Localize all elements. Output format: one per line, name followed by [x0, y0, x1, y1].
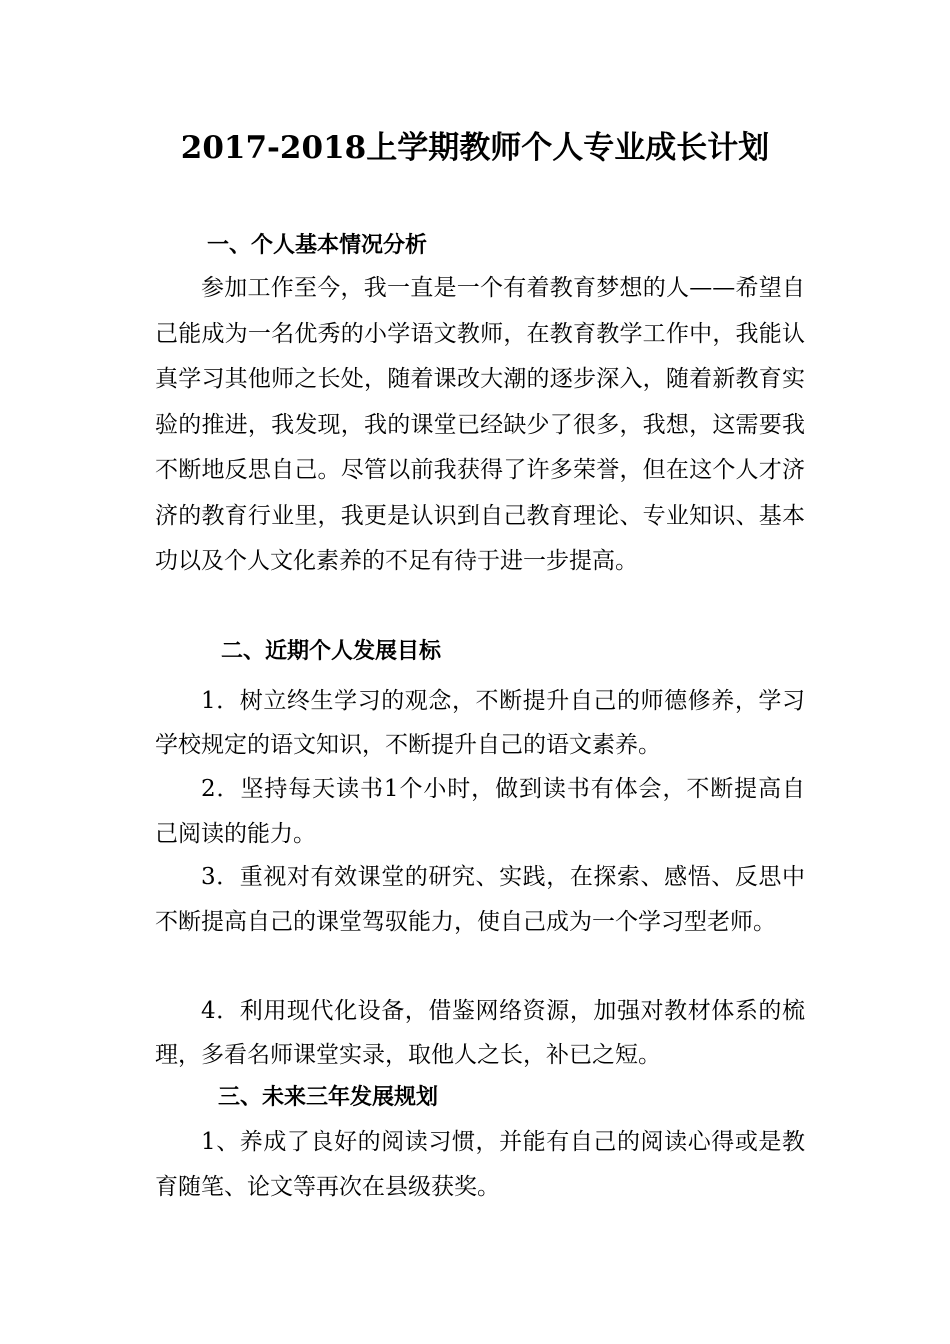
section-heading-1: 一、个人基本情况分析: [207, 233, 428, 258]
goal-item-2: 2．坚持每天读书1个小时，做到读书有体会，不断提高自己阅读的能力。: [155, 776, 805, 847]
goal-item-1: 1．树立终生学习的观念，不断提升自己的师德修养，学习学校规定的语文知识，不断提升自己的语文素养。: [155, 688, 805, 758]
goal-item-3: 3．重视对有效课堂的研究、实践，在探索、感悟、反思中不断提高自己的课堂驾驭能力，使自己成为一个学习型老师。: [155, 864, 805, 935]
section-heading-2: 二、近期个人发展目标: [221, 639, 442, 664]
section-1-paragraph: 参加工作至今，我一直是一个有着教育梦想的人——希望自己能成为一名优秀的小学语文教师，在教育教学工作中，我能认真学习其他师之长处，随着课改大潮的逐步深入，随着新教育实验的推进，我发现，我的课堂已经缺少了很多，我想，这需要我不断地反思自己。尽管以前我获得了许多荣誉，但在这个人才济济的教育行业里，我更是认识到自己教育理论、专业知识、基本功以及个人文化素养的不足有待于进一步提高。: [155, 275, 805, 574]
goal-item-4: 4．利用现代化设备，借鉴网络资源，加强对教材体系的梳理，多看名师课堂实录，取他人之长，补已之短。: [155, 998, 805, 1068]
section-heading-3: 三、未来三年发展规划: [218, 1085, 439, 1110]
document-title: 2017-2018上学期教师个人专业成长计划: [180, 130, 770, 166]
plan-item-1: 1、养成了良好的阅读习惯，并能有自己的阅读心得或是教育随笔、论文等再次在县级获奖。: [155, 1129, 805, 1200]
